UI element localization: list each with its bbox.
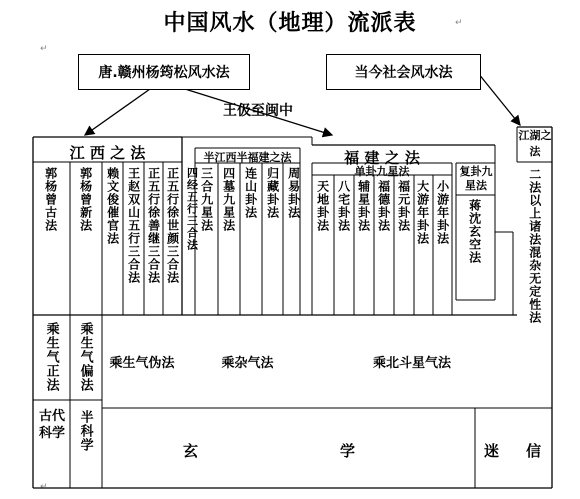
modern-fengshui-box: 当今社会风水法: [326, 54, 481, 90]
group-jianghu: 江湖之法: [518, 129, 552, 158]
school-column: 连山卦法: [243, 167, 258, 219]
category-wei: 乘生气伪法: [109, 356, 175, 371]
category-zheng: 乘生气正法: [43, 322, 59, 392]
school-column: 福德卦法: [376, 180, 391, 232]
label-mi: 迷: [484, 442, 500, 460]
paragraph-mark: ↵: [455, 18, 463, 28]
school-column: 八宅卦法: [336, 180, 351, 232]
group-single-gua: 单卦九星法: [354, 165, 410, 178]
category-pian: 乘生气偏法: [77, 322, 93, 392]
origin-box-yang-junsong: 唐.赣州杨筠松风水法: [78, 54, 250, 90]
label-ancient-science: 古代科学: [38, 409, 65, 441]
school-column: 四经五行三合法: [185, 167, 199, 251]
group-half: 半江西半福建之法: [203, 151, 292, 164]
label-xuan: 玄: [183, 442, 199, 460]
group-jiangxi: 江 西 之 法: [69, 144, 146, 162]
school-column: 蒋沈玄空法: [467, 199, 482, 264]
school-column: 三合九星法: [199, 167, 214, 232]
school-column: 王赵双山五行三合法: [126, 167, 141, 284]
label-xin: 信: [526, 442, 542, 460]
label-xue: 学: [340, 442, 356, 460]
school-column: 天地卦法: [315, 180, 330, 232]
group-fugua: 复卦九星法: [459, 165, 493, 192]
school-column: 大游年卦法: [415, 180, 430, 245]
paragraph-mark: ↵: [40, 482, 48, 492]
label-semi-science: 半科学: [77, 410, 93, 452]
school-column: 赖文俊催官法: [105, 167, 120, 245]
school-column: 小游年卦法: [435, 180, 450, 245]
paragraph-mark: ↵: [40, 44, 48, 54]
school-column: 四墓九星法: [221, 167, 236, 232]
school-column: 二法以上诸法混杂无定性法: [527, 168, 542, 324]
category-zaqi: 乘杂气法: [221, 356, 274, 371]
school-column: 周易卦法: [286, 167, 301, 219]
school-column: 郭杨曾古法: [43, 167, 58, 232]
school-column: 郭杨曾新法: [78, 167, 93, 232]
school-column: 辅星卦法: [356, 180, 371, 232]
school-column: 正五行徐世颜三合法: [165, 167, 180, 284]
school-column: 福元卦法: [396, 180, 411, 232]
arrow-label: 王伋至闽中: [223, 103, 293, 119]
school-column: 归藏卦法: [265, 167, 280, 219]
category-beidou: 乘北斗星气法: [372, 356, 451, 371]
page-title: 中国风水（地理）流派表: [163, 11, 417, 36]
group-fujian: 福 建 之 法: [344, 149, 420, 167]
school-column: 正五行徐善继三合法: [146, 167, 161, 284]
